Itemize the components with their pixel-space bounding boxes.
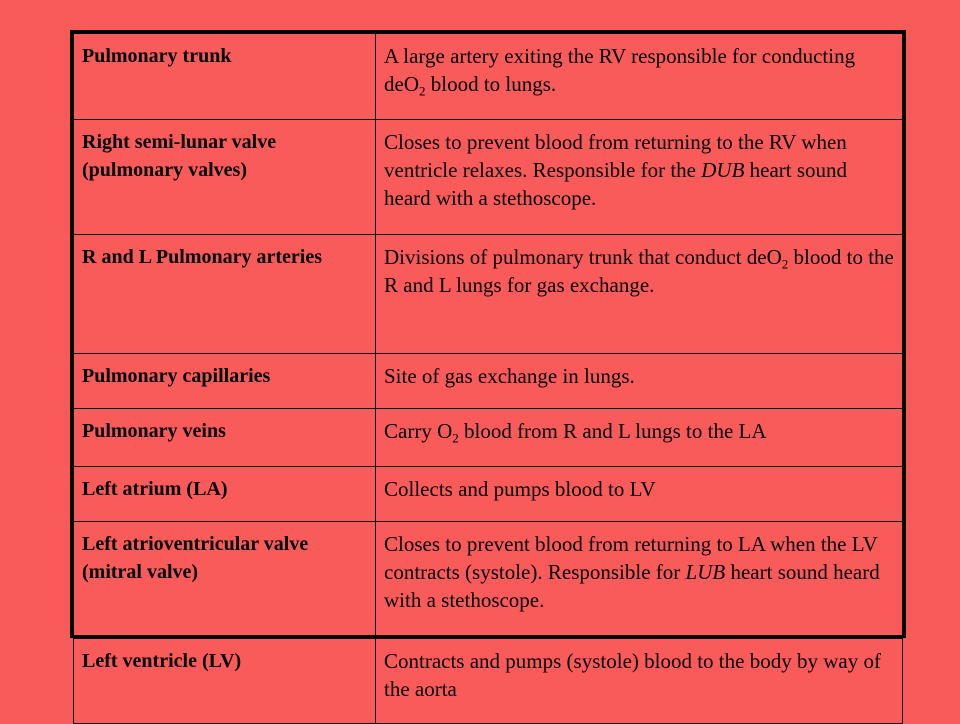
- term-cell: Right semi-lunar valve (pulmonary valves): [74, 120, 376, 235]
- description-text: A large artery exiting the RV responsible for conducting deO: [384, 44, 856, 96]
- subscript: 2: [452, 430, 459, 446]
- description-text: heart sound heard with a stethoscope.: [384, 560, 880, 612]
- table-row: [74, 354, 903, 409]
- description-text: Divisions of pulmonary trunk that conduct deO: [384, 245, 782, 269]
- subscript: 2: [419, 83, 426, 99]
- description-cell: [376, 409, 903, 467]
- description-text: Closes to prevent blood from returning to the RV when ventricle relaxes. Responsible for the: [384, 130, 847, 182]
- description-cell: [376, 522, 903, 639]
- description-cell: [376, 235, 903, 354]
- description-text: Collects and pumps blood to LV: [384, 477, 656, 501]
- table-row: [74, 235, 903, 354]
- description-cell: [376, 467, 903, 522]
- description-cell: [376, 120, 903, 235]
- description-text: blood to lungs.: [425, 72, 557, 96]
- description-text: blood to the R and L lungs for gas exchange.: [384, 245, 894, 297]
- term-cell: Pulmonary veins: [74, 409, 376, 467]
- description-text: Contracts and pumps (systole) blood to the body by way of the aorta: [384, 649, 881, 701]
- table-row: [74, 34, 903, 120]
- term-cell: Left atrium (LA): [74, 467, 376, 522]
- description-text: Carry O: [384, 419, 453, 443]
- table-row: [74, 522, 903, 639]
- term-cell: Pulmonary capillaries: [74, 354, 376, 409]
- heart-anatomy-table-frame: [70, 30, 906, 701]
- emphasis-text: LUB: [685, 560, 726, 584]
- description-text: heart sound heard with a stethoscope.: [384, 158, 848, 210]
- table-row: [74, 120, 903, 235]
- description-cell: [376, 354, 903, 409]
- term-cell: Left atrioventricular valve (mitral valve): [74, 522, 376, 639]
- term-cell: Left ventricle (LV): [74, 639, 376, 724]
- heart-anatomy-table: [73, 33, 903, 724]
- description-cell: [376, 639, 903, 724]
- description-cell: [376, 34, 903, 120]
- description-text: Site of gas exchange in lungs.: [384, 364, 635, 388]
- emphasis-text: DUB: [701, 158, 745, 182]
- description-text: blood from R and L lungs to the LA: [458, 419, 767, 443]
- table-row: [74, 409, 903, 467]
- term-cell: R and L Pulmonary arteries: [74, 235, 376, 354]
- term-cell: Pulmonary trunk: [74, 34, 376, 120]
- table-row: [74, 639, 903, 724]
- description-text: Closes to prevent blood from returning to LA when the LV contracts (systole). Responsible for: [384, 532, 878, 584]
- table-row: [74, 467, 903, 522]
- subscript: 2: [781, 256, 789, 272]
